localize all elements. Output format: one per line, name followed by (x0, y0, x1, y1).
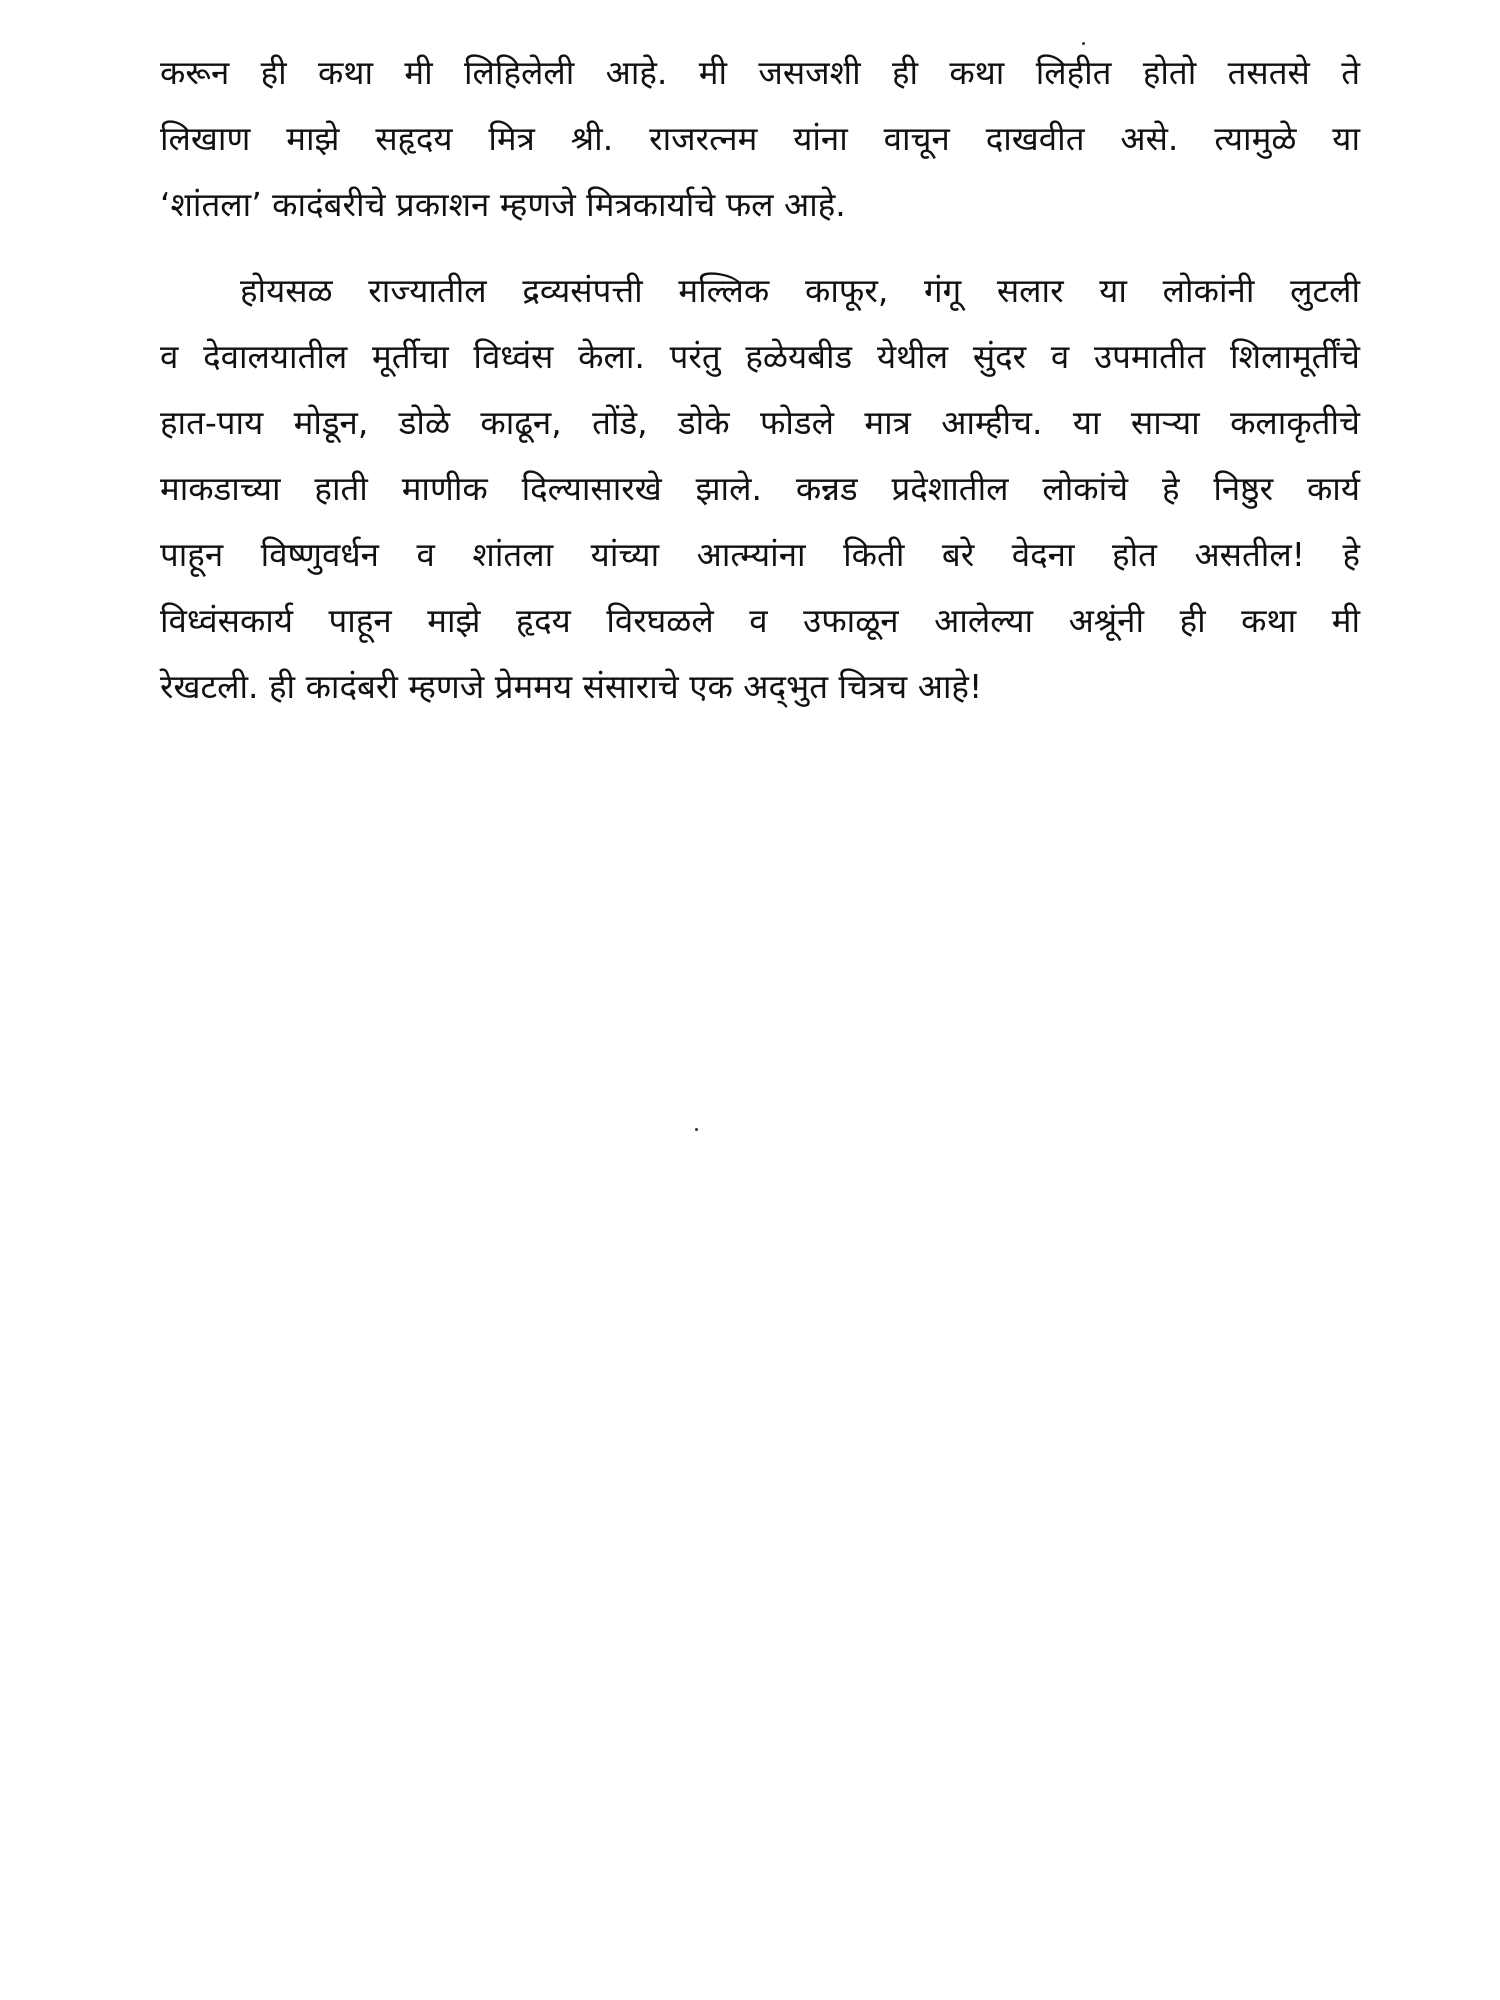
paragraph-1 (160, 55, 1360, 253)
text-line: रेखटली. ही कादंबरी म्हणजे प्रेममय संसाराचे एक अद्‌भुत चित्रच आहे! (160, 667, 983, 706)
text-line: लिखाण माझे सहृदय मित्र श्री. राजरत्नम यांना वाचून दाखवीत असे. त्यामुळे या (160, 119, 1360, 158)
text-line: व देवालयातील मूर्तीचा विध्वंस केला. परंतु हळेयबीड येथील सुंदर व उपमातीत शिलामूर्तींचे (160, 337, 1360, 376)
text-line: ‘शांतला’ कादंबरीचे प्रकाशन म्हणजे मित्रकार्याचे फल आहे. (160, 185, 846, 224)
text-line: पाहून विष्णुवर्धन व शांतला यांच्या आत्म्यांना किती बरे वेदना होत असतील! हे (160, 535, 1360, 574)
body-text (160, 55, 1360, 735)
scan-speck (1082, 42, 1085, 45)
scan-speck (695, 1128, 698, 1131)
text-line: होयसळ राज्यातील द्रव्यसंपत्ती मल्लिक काफूर, गंगू सलार या लोकांनी लुटली (240, 271, 1360, 310)
text-line: विध्वंसकार्य पाहून माझे हृदय विरघळले व उफाळून आलेल्या अश्रूंनी ही कथा मी (160, 601, 1360, 640)
text-line: करून ही कथा मी लिहिलेली आहे. मी जसजशी ही कथा लिहीत होतो तसतसे ते (160, 53, 1360, 92)
text-line: माकडाच्या हाती माणीक दिल्यासारखे झाले. कन्नड प्रदेशातील लोकांचे हे निष्ठुर कार्य (160, 469, 1360, 508)
paragraph-2 (160, 273, 1360, 735)
text-line: हात-पाय मोडून, डोळे काढून, तोंडे, डोके फोडले मात्र आम्हीच. या साऱ्या कलाकृतीचे (160, 403, 1360, 442)
